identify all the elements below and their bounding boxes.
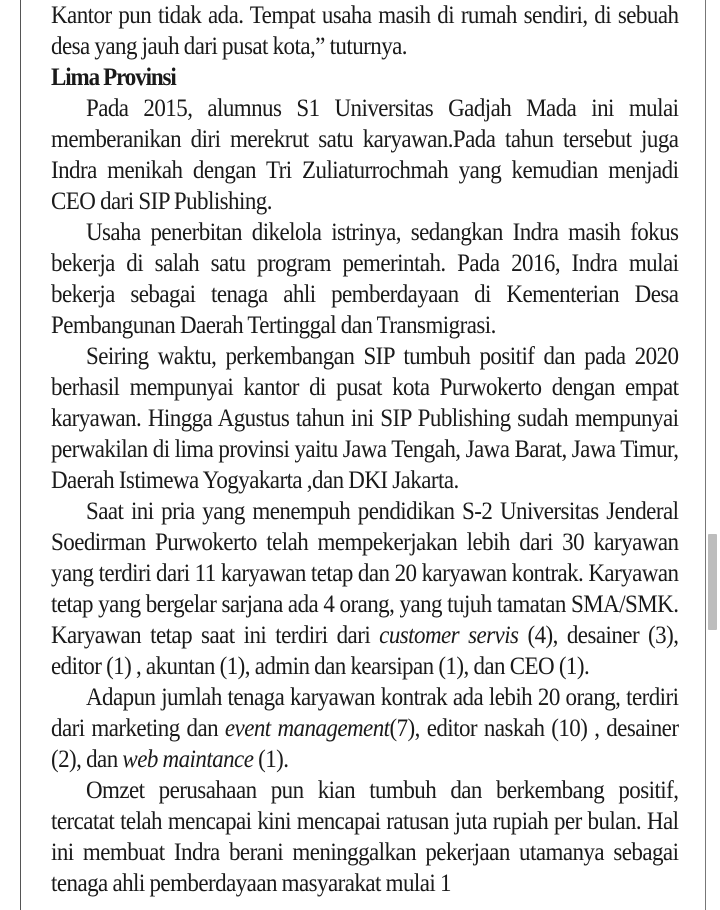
- article-paragraph: [51, 682, 678, 775]
- paragraph-text: Saat ini pria yang menempuh pendidikan S-2 Universitas Jenderal Soedirman Purwokerto telah mempekerjakan lebih dari 30 karyawan yang terdiri dari 11 karyawan tetap dan 20 karyawan kontrak. Karyawan tetap yang bergelar sarjana ada 4 orang, yang tujuh tamatan SMA/SMK. Karyawan tetap saat ini terdiri dari: [51, 498, 679, 649]
- italic-term: event management: [224, 715, 390, 742]
- scrollbar-track[interactable]: [706, 0, 720, 900]
- paragraph-text: Adapun jumlah tenaga karyawan kontrak ada lebih 20 orang, terdiri dari marketing dan: [51, 684, 679, 742]
- opening-paragraph: Kantor pun tidak ada. Tempat usaha masih di rumah sendiri, di sebuah desa yang jauh dari pusat kota,” tuturnya.: [51, 2, 679, 60]
- article-paragraph: Pada 2015, alumnus S1 Universitas Gadjah Mada ini mulai memberanikan diri merekrut satu karyawan.Pada tahun tersebut juga Indra menikah dengan Tri Zuliaturrochmah yang kemudian menjadi CEO dari SIP Publishing.: [51, 95, 679, 215]
- italic-term: web maintance: [122, 746, 254, 773]
- section-subheading: Lima Provinsi: [51, 64, 176, 91]
- article-paragraph: Usaha penerbitan dikelola istrinya, sedangkan Indra masih fokus bekerja di salah satu program pemerintah. Pada 2016, Indra mulai bekerja sebagai tenaga ahli pemberdayaan di Kementerian Desa Pembangunan Daerah Tertinggal dan Transmigrasi.: [51, 219, 679, 339]
- italic-term: customer servis: [379, 622, 519, 649]
- paragraph-text: (7), editor naskah (10) , desainer (2), dan: [51, 715, 679, 773]
- newspaper-column-frame: [20, 0, 706, 910]
- article-paragraph: Omzet perusahaan pun kian tumbuh dan berkembang positif, tercatat telah mencapai kini mencapai ratusan juta rupiah per bulan. Hal ini membuat Indra berani meninggalkan pekerjaan utamanya sebagai tenaga ahli pemberdayaan masyarakat mulai 1: [51, 777, 679, 897]
- paragraph-text: (1).: [253, 746, 289, 773]
- article-paragraph: Seiring waktu, perkembangan SIP tumbuh positif dan pada 2020 berhasil mempunyai kantor di pusat kota Purwokerto dengan empat karyawan. Hingga Agustus tahun ini SIP Publishing sudah mempunyai perwakilan di lima provinsi yaitu Jawa Tengah, Jawa Barat, Jawa Timur, Daerah Istimewa Yogyakarta ,dan DKI Jakarta.: [51, 343, 679, 494]
- scrollbar-thumb[interactable]: [708, 534, 717, 630]
- article-paragraph: [51, 496, 678, 682]
- paragraph-text: (4), desainer (3), editor (1) , akuntan (1), admin dan kearsipan (1), dan CEO (1).: [51, 622, 679, 680]
- article-column: [51, 0, 678, 899]
